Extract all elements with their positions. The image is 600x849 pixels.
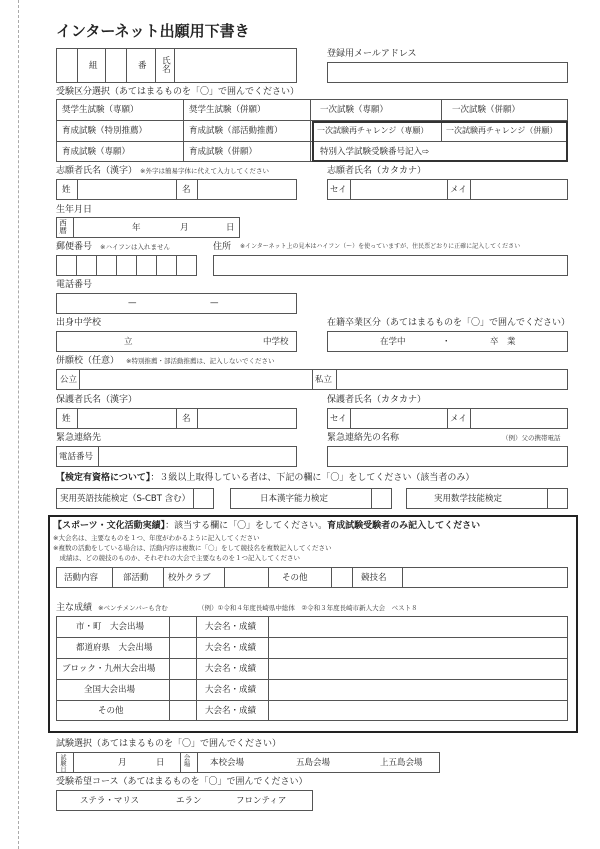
exam-day-label: 日	[156, 758, 165, 768]
heigan-note: ※特別推薦・部活動推薦は、記入しないでください	[126, 357, 275, 365]
course-stella[interactable]: ステラ・マリス	[80, 796, 140, 806]
phone-label: 電話番号	[56, 280, 93, 290]
school-label: 出身中学校	[56, 318, 102, 328]
private-label: 私立	[315, 375, 333, 385]
exam-opt-6[interactable]: 育成試験（部活動推薦）	[189, 126, 283, 136]
emergency-phone-label: 電話番号	[59, 452, 94, 462]
activity-club[interactable]: 部活動	[123, 573, 149, 583]
year-label: 年	[132, 223, 141, 233]
birth-field[interactable]	[56, 217, 240, 238]
exam-opt-8[interactable]: 一次試験再チャレンジ（併願）	[446, 126, 558, 135]
email-field[interactable]	[327, 62, 568, 83]
kana-mei-label: メイ	[450, 185, 467, 195]
public-label: 公立	[60, 375, 78, 385]
result-row-4: 全国大会出場	[84, 685, 136, 695]
venue-kamigoto[interactable]: 上五島会場	[380, 758, 423, 768]
result-row-2: 都道府県 大会出場	[76, 643, 153, 653]
event-label: 競技名	[361, 573, 387, 583]
emergency-example: （例）父の携帯電話	[502, 434, 561, 442]
results-label: 主な成績	[56, 603, 93, 613]
results-example: （例）①令和４年度長崎県中総体 ②令和３年度長崎市新人大会 ベスト８	[198, 604, 418, 612]
result-col-2: 大会名・成績	[205, 643, 257, 653]
exam-opt-4[interactable]: 一次試験（併願）	[452, 105, 521, 115]
result-col-1: 大会名・成績	[205, 622, 257, 632]
exam-select-label: 試験選択（あてはまるものを「〇」で囲んでください）	[56, 739, 282, 749]
guardian-mei-label: 名	[182, 414, 191, 424]
phone-field[interactable]	[56, 293, 297, 314]
guardian-kana-sei: セイ	[330, 414, 347, 424]
applicant-kana-label: 志願者氏名（カタカナ）	[327, 166, 427, 176]
sports-head-rest: ：該当する欄に「〇」をしてください。	[165, 521, 328, 531]
postal-note: ※ハイフンは入れません	[100, 243, 170, 251]
result-row-1: 市・町 大会出場	[76, 622, 145, 632]
venue-main[interactable]: 本校会場	[210, 758, 245, 768]
kumi-label: 組	[89, 61, 98, 71]
course-frontier[interactable]: フロンティア	[236, 796, 287, 806]
guardian-sei-label: 姓	[62, 414, 71, 424]
venue-label: 会場	[182, 754, 191, 767]
ritsu-label: 立	[124, 337, 133, 347]
sports-head-bold: 【スポーツ・文化活動実績】	[53, 521, 166, 531]
sei-label: 姓	[62, 185, 71, 195]
address-note: ※インターネット上の見本はハイフン（ー）を使っていますが、住民票どおりに正確に記入してください	[240, 243, 521, 250]
ban-label: 番	[138, 61, 147, 71]
phone-dash-2: —	[210, 298, 219, 308]
exam-date-label: 試験日	[59, 754, 66, 772]
chugakko-label: 中学校	[263, 337, 289, 347]
cert-math-label: 実用数学技能検定	[434, 494, 503, 504]
day-label: 日	[226, 223, 235, 233]
postal-label: 郵便番号	[56, 242, 93, 252]
result-col-5: 大会名・成績	[205, 706, 257, 716]
exam-type-label: 受験区分選択（あてはまるものを「〇」で囲んでください）	[56, 87, 300, 97]
school-field[interactable]	[56, 331, 297, 352]
result-row-3: ブロック・九州大会出場	[62, 664, 156, 674]
sports-head-emph: 育成試験受験者のみ記入してください	[327, 521, 481, 531]
page-title: インターネット出願用下書き	[56, 22, 250, 40]
certs-label-bold: 【検定有資格について】	[56, 473, 151, 483]
result-col-4: 大会名・成績	[205, 685, 257, 695]
sports-note-2: ※複数の活動をしている場合は、活動内容は複数に「〇」をして競技名を複数記入してください	[53, 544, 332, 552]
exam-opt-2[interactable]: 奨学生試験（併願）	[189, 105, 266, 115]
margin-dash-line	[18, 0, 19, 849]
exam-opt-9[interactable]: 育成試験（専願）	[62, 147, 131, 157]
phone-dash-1: —	[128, 298, 137, 308]
activity-outside[interactable]: 校外クラブ	[168, 573, 211, 583]
emergency-name-label: 緊急連絡先の名称	[327, 433, 400, 443]
status-zaigaku[interactable]: 在学中	[380, 337, 406, 347]
applicant-name-note: ※外字は簡易字体に代えて入力してください	[140, 167, 269, 175]
exam-opt-10[interactable]: 育成試験（併願）	[189, 147, 258, 157]
exam-opt-5[interactable]: 育成試験（特別推薦）	[62, 126, 148, 136]
cert-eiken-label: 実用英語技能検定（S-CBT 含む）	[60, 494, 191, 504]
activity-other[interactable]: その他	[282, 573, 308, 583]
address-label: 住所	[213, 242, 232, 252]
exam-month-label: 月	[118, 758, 127, 768]
shimei-label: 氏名	[160, 56, 171, 73]
results-note: ※ベンチメンバーも含む	[98, 604, 168, 612]
emergency-label: 緊急連絡先	[56, 433, 102, 443]
result-col-3: 大会名・成績	[205, 664, 257, 674]
activity-label: 活動内容	[64, 573, 99, 583]
exam-opt-3[interactable]: 一次試験（専願）	[320, 105, 389, 115]
status-label: 在籍卒業区分（あてはまるものを「〇」で囲んでください）	[327, 318, 571, 328]
guardian-kana-mei: メイ	[450, 414, 467, 424]
email-label: 登録用メールアドレス	[327, 49, 417, 59]
course-label: 受験希望コース（あてはまるものを「〇」で囲んでください）	[56, 777, 308, 787]
guardian-kana-label: 保護者氏名（カタカナ）	[327, 395, 427, 405]
kana-sei-label: セイ	[330, 185, 347, 195]
cert-kanji-label: 日本漢字能力検定	[260, 494, 329, 504]
era-label: 西暦	[58, 219, 68, 234]
applicant-name-label: 志願者氏名（漢字）	[56, 166, 138, 176]
exam-opt-7[interactable]: 一次試験再チャレンジ（専願）	[317, 126, 429, 135]
guardian-name-label: 保護者氏名（漢字）	[56, 395, 138, 405]
certs-label-rest: ：３級以上取得している者は、下記の欄に「〇」をしてください（該当者のみ）	[150, 473, 475, 483]
birth-label: 生年月日	[56, 205, 93, 215]
sports-note-1: ※大会名は、主要なものを１つ、年度がわかるように記入してください	[53, 534, 260, 542]
month-label: 月	[180, 223, 189, 233]
address-field[interactable]	[213, 255, 568, 276]
course-elan[interactable]: エラン	[176, 796, 202, 806]
result-row-5: その他	[98, 706, 124, 716]
emergency-name-field[interactable]	[327, 446, 568, 467]
mei-label: 名	[182, 185, 191, 195]
venue-goto[interactable]: 五島会場	[296, 758, 331, 768]
status-sotsugyo[interactable]: 卒 業	[490, 337, 516, 347]
exam-opt-1[interactable]: 奨学生試験（専願）	[62, 105, 139, 115]
sports-note-3: 成績は、どの競技のものか、それぞれの大会で主要なものを１つ記入してください	[53, 554, 300, 562]
heigan-label: 併願校（任意）	[56, 356, 120, 366]
status-dot: ・	[442, 337, 451, 347]
special-exam-number[interactable]: 特別入学試験受験番号記入⇨	[320, 147, 430, 157]
